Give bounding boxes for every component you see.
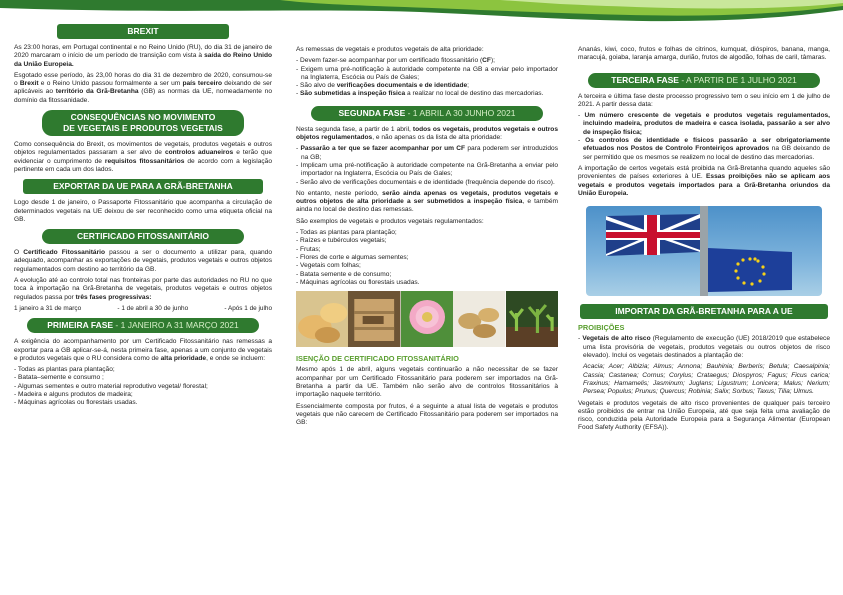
prohibitions-list — [578, 335, 830, 360]
consequences-header: CONSEQUÊNCIAS NO MOVIMENTO DE VEGETAIS E PRODUTOS VEGETAIS — [42, 110, 244, 136]
consequences-paragraph: Como consequência do Brexit, os movimentos de vegetais, produtos vegetais e outros objetos regulamentados passaram a ser alvo de controlos aduaneiros e terão que evidenciar o cumprimento de requisitos fitossanitários de acordo com a legislação pertinente em cada um dos lados. — [14, 141, 272, 173]
species-list: Acacia; Acer; Albizia; Almus; Annona; Bauhinia; Berberis; Betula; Caesalpinia; Cassia; Castanea; Cornus; Corylus; Crataegus; Diospyros; Fagus; Ficus carica; Fraxinus; Hamamelis; Jasminum; Juglans; Ligustrum; Lonicera; Malus; Nerium; Persea; Populus; Prunus; Quercus; Robinia; Salix; Sorbus; Taxus; Tilia; Ulmus. — [583, 363, 830, 396]
import-header: IMPORTAR DA GRÃ-BRETANHA PARA A UE — [580, 304, 828, 319]
export-header: EXPORTAR DA UE PARA A GRÃ-BRETANHA — [23, 179, 263, 194]
flower-photo-icon — [401, 291, 453, 347]
period-3: - Após 1 de julho — [224, 304, 272, 312]
list-item: - Os controlos de identidade e físicos passarão a ser obrigatoriamente efetuados nos Postos de Controlo Fronteiriços aprovados na GB deixando de ser permitido que os mesmos se realizem no local de destino das mercadorias. — [578, 137, 830, 162]
list-item: - Máquinas agrícolas ou florestais usadas. — [296, 279, 558, 287]
phase-3-header: TERCEIRA FASE - A PARTIR DE 1 JULHO 2021 — [588, 73, 820, 88]
export-paragraph: Logo desde 1 de janeiro, o Passaporte Fitossanitário que acompanha a circulação de determinados vegetais na UE deixou de ser reconhecido como uma etiqueta oficial na GB. — [14, 199, 272, 223]
potato-photo-icon — [453, 291, 505, 347]
phase-3-list — [578, 112, 830, 162]
column-right — [578, 46, 830, 436]
column-left — [14, 20, 272, 411]
list-item: - Frutas; — [296, 246, 558, 254]
list-item: - Algumas sementes e outro material reprodutivo vegetal/ florestal; — [14, 383, 272, 391]
list-item: - Implicam uma pré-notificação à autoridade competente na Grã-Bretanha a enviar pelo importador na Inglaterra, Escócia ou País de Gales; — [296, 162, 558, 179]
priority-intro: As remessas de vegetais e produtos vegetais de alta prioridade: — [296, 46, 484, 53]
brexit-paragraph-1: As 23:00 horas, em Portugal continental e no Reino Unido (RU), do dia 31 de janeiro de 2020 marcaram o início de um período de transição com vista à saída do Reino Unido da União Europeia. — [14, 44, 272, 68]
bread-photo-icon — [296, 291, 348, 347]
certificate-paragraph-1: O Certificado Fitossanitário passou a ser o documento a utilizar para, quando adequado, acompanhar as exportações de vegetais, produtos vegetais e outros objetos regulamentados com destino ao território da GB. — [14, 249, 273, 273]
phase-1-header: PRIMEIRA FASE - 1 JANEIRO A 31 MARÇO 2021 — [27, 318, 259, 333]
examples-intro: São exemplos de vegetais e produtos vegetais regulamentados: — [296, 217, 484, 225]
examples-list — [296, 229, 558, 287]
photo-strip — [296, 291, 558, 347]
certificate-paragraph-2: A evolução até ao controlo total nas fronteiras por parte das autoridades no RU no que toca à importação na Grã-Bretanha de vegetais, produtos vegetais e outros objetos regulados passa por três fases progressivas: — [14, 277, 272, 301]
list-item: - São alvo de verificações documentais e de identidade; — [296, 82, 558, 90]
list-item: - Batata–semente e consumo ; — [14, 374, 272, 382]
phase-2-list — [296, 145, 558, 186]
phase-3-paragraph-2: A importação de certos vegetais está proibida na Grã-Bretanha quando aqueles são provenientes de países exteriores à UE. Essas proibições não se aplicam aos vegetais e produtos vegetais importados para a Grã-Bretanha oriundos da União Europeia. — [578, 164, 830, 197]
period-1: 1 janeiro a 31 de março — [14, 304, 82, 312]
certificate-header: CERTIFICADO FITOSSANITÁRIO — [42, 229, 244, 244]
prohibitions-title: PROIBIÇÕES — [578, 323, 625, 333]
list-item: - Máquinas agrícolas ou florestais usadas. — [14, 399, 272, 407]
priority-list — [296, 57, 558, 98]
list-item: - Todas as plantas para plantação; — [296, 229, 558, 237]
eu-flag-icon — [708, 248, 792, 292]
wood-crate-photo-icon — [348, 291, 400, 347]
exempt-fruits-list: Ananás, kiwi, coco, frutos e folhas de citrinos, kumquat, dióspiros, banana, manga, maracujá, goiaba, laranja amarga, durião, frutos de algodão, folhas de caril, tâmaras. — [578, 46, 830, 62]
exemption-paragraph-1: Mesmo após 1 de abril, alguns vegetais continuarão a não necessitar de se fazer acompanhar por um Certificado Fitossanitário para poderem ser importados na Grã-Bretanha a partir da UE. Também não serão alvo de controlos fitossanitários à importação naquele território. — [296, 366, 558, 399]
list-item: - Devem fazer-se acompanhar por um certificado fitossanitário (CF); — [296, 57, 558, 65]
list-item: - Vegetais com folhas; — [296, 262, 558, 270]
phase-2-paragraph: Nesta segunda fase, a partir de 1 abril, todos os vegetais, produtos vegetais e outros objetos regulamentados, e não apenas os da lista de alta prioridade: — [296, 125, 558, 142]
phase-periods — [14, 305, 272, 313]
phase-2-paragraph-2: No entanto, neste período, serão ainda apenas os vegetais, produtos vegetais e outros objetos de alta prioridade a ser submetidos a inspeção física, e também ainda no local de destino das remessas. — [296, 189, 558, 214]
flags-image — [586, 206, 822, 296]
phase-1-paragraph: A exigência do acompanhamento por um Certificado Fitossanitário nas remessas a exportar para a GB aplicar-se-á, nesta primeira fase, apenas a um conjunto de vegetais e produtos vegetais que o RU considera como de alta prioridade, e onde se incluem: — [14, 338, 272, 362]
exemption-title: ISENÇÃO DE CERTIFICADO FITOSSANITÁRIO — [296, 354, 459, 364]
list-item: - Flores de corte e algumas sementes; — [296, 254, 558, 262]
phase-1-list — [14, 366, 272, 407]
brexit-header: BREXIT — [57, 24, 229, 39]
seedling-photo-icon — [506, 291, 558, 347]
column-middle — [296, 46, 558, 431]
list-item: - São submetidas a inspeção física a realizar no local de destino das mercadorias. — [296, 90, 558, 98]
brexit-paragraph-2: Esgotado esse período, às 23,00 horas do dia 31 de dezembro de 2020, consumou-se o Brexit e o Reino Unido passou formalmente a ser um país terceiro deixando de ser aplicáveis ao território da Grã-Bretanha (GB) as normas da UE, nomeadamente no domínio da fitossanidade. — [14, 71, 272, 104]
phase-2-header: SEGUNDA FASE - 1 ABRIL A 30 JUNHO 2021 — [311, 106, 543, 121]
list-item: - Vegetais de alto risco (Regulamento de execução (UE) 2018/2019 que estabelece uma lista provisória de vegetais, produtos vegetais ou outros objetos de risco elevado). Inclui os vegetais destinados a plantação de: — [578, 335, 830, 360]
high-risk-paragraph: Vegetais e produtos vegetais de alto risco provenientes de qualquer país terceiro estão proibidos de entrar na União Europeia, até que seja feita uma avaliação de risco, conduzida pela Autoridade Europeia para a Segurança Alimentar (European Food Safety Authority (EFSA)). — [578, 399, 830, 432]
list-item: - Um número crescente de vegetais e produtos vegetais regulamentados, incluindo madeira, produtos de madeira e casca isolada, passarão a ser alvo de inspeção física; — [578, 112, 830, 137]
list-item: - Raízes e tubérculos vegetais; — [296, 237, 558, 245]
exemption-paragraph-2: Essencialmente composta por frutos, é a seguinte a atual lista de vegetais e produtos vegetais que não carecem de Certificado Fitossanitário para poderem ser importados na GB: — [296, 402, 558, 427]
phase-3-paragraph: A terceira e última fase deste processo progressivo tem o seu início em 1 de julho de 2021. A partir dessa data: — [578, 92, 830, 108]
list-item: - Madeira e alguns produtos de madeira; — [14, 391, 272, 399]
list-item: - Exigem uma pré-notificação à autoridade competente na GB a enviar pelo importador na Inglaterra, Escócia ou País de Gales; — [296, 66, 558, 83]
list-item: - Serão alvo de verificações documentais e de identidade (frequência depende do risco). — [296, 179, 558, 187]
list-item: - Todas as plantas para plantação; — [14, 366, 272, 374]
list-item: - Passarão a ter que se fazer acompanhar por um CF para poderem ser introduzidos na GB; — [296, 145, 558, 162]
uk-flag-icon — [606, 214, 700, 256]
period-2: - 1 de abril a 30 de junho — [117, 304, 189, 312]
list-item: - Batata semente e de consumo; — [296, 271, 558, 279]
